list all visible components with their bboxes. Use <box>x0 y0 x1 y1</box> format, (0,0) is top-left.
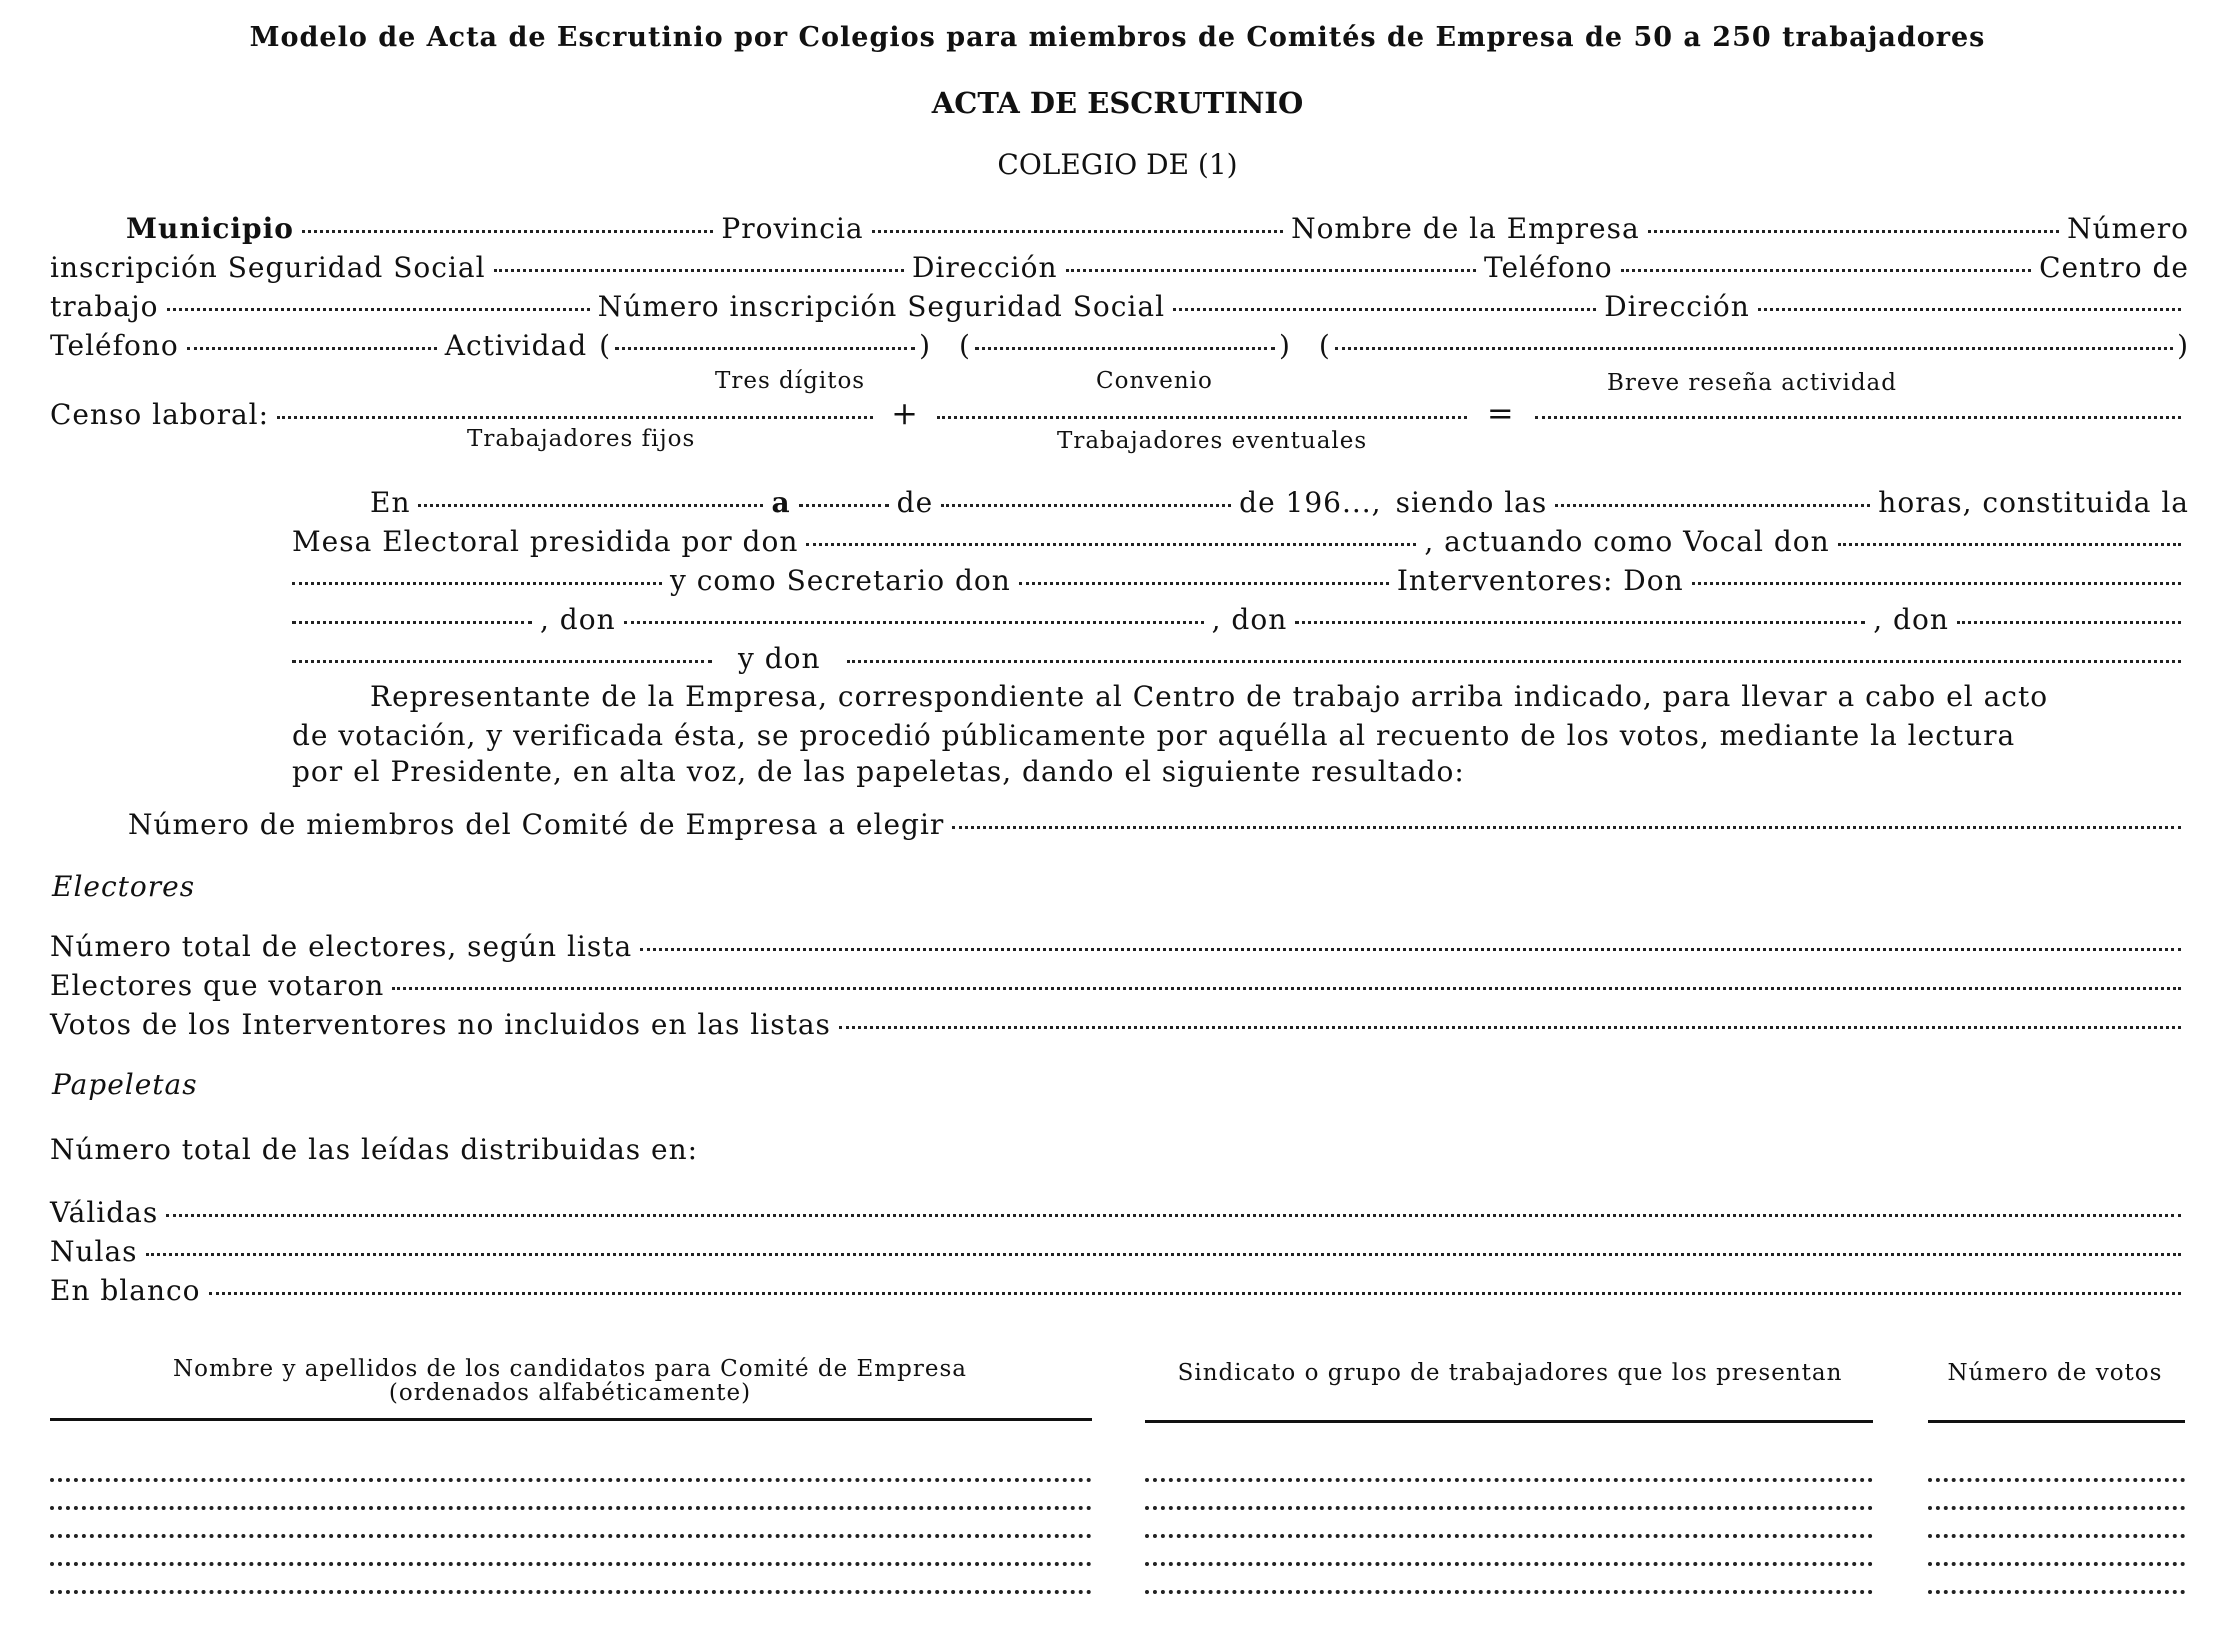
sindicato-field-row-4[interactable] <box>1145 1562 1873 1566</box>
votos-field-row-3[interactable] <box>1928 1534 2185 1538</box>
horas-label: horas, constituida la <box>1878 486 2189 519</box>
blanco-line <box>50 1274 2189 1307</box>
don-b-label: , don <box>1211 603 1288 636</box>
mes-field[interactable] <box>941 504 1231 507</box>
votos-field-row-4[interactable] <box>1928 1562 2185 1566</box>
provincia-field[interactable] <box>872 230 1283 233</box>
interventor-1-field-cont[interactable] <box>292 621 532 624</box>
electores-total-field[interactable] <box>640 948 2181 951</box>
numero-inscripcion-field[interactable] <box>1173 308 1596 311</box>
a-label: a <box>771 486 791 519</box>
header-line-2 <box>50 251 2189 284</box>
body-line-1 <box>370 486 2189 519</box>
miembros-line <box>128 808 2189 841</box>
validas-label: Válidas <box>50 1196 159 1229</box>
year-label: de 196..., <box>1239 486 1382 519</box>
telefono-label: Teléfono <box>1483 251 1613 284</box>
body-line-3 <box>292 564 2189 597</box>
sindicato-field-row-2[interactable] <box>1145 1506 1873 1510</box>
actividad-digitos-field[interactable] <box>615 347 915 350</box>
lugar-field[interactable] <box>418 504 763 507</box>
secretario-label: y como Secretario don <box>670 564 1011 597</box>
body-para-1: Representante de la Empresa, correspondiente al Centro de trabajo arriba indicado, para llevar a cabo el acto <box>370 680 2049 713</box>
actividad-label: Actividad <box>444 329 588 362</box>
electores-votaron-field[interactable] <box>392 987 2181 990</box>
resena-caption: Breve reseña actividad <box>1607 370 1897 396</box>
body-para-3: por el Presidente, en alta voz, de las papeletas, dando el siguiente resultado: <box>292 755 1465 788</box>
plus-sign: + <box>891 394 919 432</box>
total-censo-field[interactable] <box>1535 416 2181 419</box>
direccion-field[interactable] <box>1066 269 1476 272</box>
electores-heading: Electores <box>52 870 196 903</box>
col-candidatos-line2: (ordenados alfabéticamente) <box>388 1380 752 1406</box>
body-line-2 <box>292 525 2189 558</box>
dia-field[interactable] <box>799 504 889 507</box>
empresa-field[interactable] <box>1648 230 2059 233</box>
electores-total-label: Número total de electores, según lista <box>50 930 633 963</box>
censo-label: Censo laboral: <box>50 398 270 431</box>
en-label: En <box>370 486 411 519</box>
col-sindicato-header: Sindicato o grupo de trabajadores que los presentan <box>1177 1360 1843 1386</box>
papeletas-total: Número total de las leídas distribuidas en: <box>50 1133 699 1166</box>
eventuales-caption: Trabajadores eventuales <box>1057 428 1368 454</box>
fijos-field[interactable] <box>277 416 873 419</box>
body-line-5 <box>292 642 2189 675</box>
direccion-label: Dirección <box>911 251 1058 284</box>
de-label: de <box>896 486 934 519</box>
telefono2-field[interactable] <box>187 347 437 350</box>
body-para-2: de votación, y verificada ésta, se procedió públicamente por aquélla al recuento de los votos, mediante la lectura <box>292 719 2016 752</box>
censo-line <box>50 394 2189 432</box>
mesa-label: Mesa Electoral presidida por don <box>292 525 799 558</box>
col-sindicato-rule <box>1145 1420 1873 1423</box>
y-don-label: y don <box>738 642 821 675</box>
inscripcion-label: inscripción Seguridad Social <box>50 251 486 284</box>
nulas-field[interactable] <box>146 1253 2181 1256</box>
votos-field-row-5[interactable] <box>1928 1590 2185 1594</box>
papeletas-heading: Papeletas <box>52 1068 198 1101</box>
fijos-caption: Trabajadores fijos <box>467 426 696 452</box>
interventor-3-field[interactable] <box>1295 621 1865 624</box>
electores-total-line <box>50 930 2189 963</box>
tres-digitos-caption: Tres dígitos <box>715 368 866 394</box>
blanco-field[interactable] <box>209 1292 2181 1295</box>
electores-votaron-label: Electores que votaron <box>50 969 385 1002</box>
interventor-2-field[interactable] <box>624 621 1204 624</box>
candidato-field-row-2[interactable] <box>50 1506 1092 1510</box>
blanco-label: En blanco <box>50 1274 201 1307</box>
actividad-resena-field[interactable] <box>1335 347 2173 350</box>
candidato-field-row-4[interactable] <box>50 1562 1092 1566</box>
presidente-field[interactable] <box>806 543 1416 546</box>
empresa-label: Nombre de la Empresa <box>1291 212 1640 245</box>
interventores-label: Interventores: Don <box>1396 564 1684 597</box>
candidato-field-row-3[interactable] <box>50 1534 1092 1538</box>
body-line-4 <box>292 603 2189 636</box>
colegio-heading: COLEGIO DE (1) <box>997 148 1238 181</box>
don-c-label: , don <box>1873 603 1949 636</box>
electores-interventores-label: Votos de los Interventores no incluidos en las listas <box>50 1008 831 1041</box>
numero-label: Número <box>2067 212 2190 245</box>
candidato-field-row-1[interactable] <box>50 1478 1092 1482</box>
trabajo-label: trabajo <box>50 290 159 323</box>
direccion2-label: Dirección <box>1604 290 1750 323</box>
siendo-label: siendo las <box>1395 486 1548 519</box>
col-candidatos-line1: Nombre y apellidos de los candidatos para Comité de Empresa <box>173 1356 967 1382</box>
secretario-field[interactable] <box>1019 582 1389 585</box>
miembros-label: Número de miembros del Comité de Empresa a elegir <box>128 808 945 841</box>
candidato-field-row-5[interactable] <box>50 1590 1092 1594</box>
interventor-4-field-cont[interactable] <box>292 660 712 663</box>
equals-sign: = <box>1486 394 1515 432</box>
header-line-3 <box>50 290 2189 323</box>
validas-line <box>50 1196 2189 1229</box>
col-candidatos-header <box>50 1357 1090 1405</box>
electores-interventores-field[interactable] <box>839 1026 2181 1029</box>
form-title: Modelo de Acta de Escrutinio por Colegios para miembros de Comités de Empresa de 50 a 250 trabajadores <box>249 22 1986 53</box>
vocal-label: , actuando como Vocal don <box>1424 525 1830 558</box>
electores-votaron-line <box>50 969 2189 1002</box>
nulas-line <box>50 1235 2189 1268</box>
col-votos-rule <box>1928 1420 2185 1423</box>
sindicato-field-row-3[interactable] <box>1145 1534 1873 1538</box>
provincia-label: Provincia <box>721 212 864 245</box>
vocal-field[interactable] <box>1838 543 2181 546</box>
sindicato-field-row-1[interactable] <box>1145 1478 1873 1482</box>
col-votos-header: Número de votos <box>1947 1360 2163 1386</box>
telefono-field[interactable] <box>1621 269 2031 272</box>
trabajo-field[interactable] <box>167 308 590 311</box>
interventor-4-field[interactable] <box>1957 621 2181 624</box>
nulas-label: Nulas <box>50 1235 138 1268</box>
form-heading: ACTA DE ESCRUTINIO <box>931 86 1304 120</box>
numero-inscripcion-label: Número inscripción Seguridad Social <box>597 290 1166 323</box>
centro-label: Centro de <box>2039 251 2189 284</box>
inscripcion-field[interactable] <box>494 269 904 272</box>
sindicato-field-row-5[interactable] <box>1145 1590 1873 1594</box>
votos-field-row-2[interactable] <box>1928 1506 2185 1510</box>
telefono2-label: Teléfono <box>50 329 179 362</box>
municipio-label: Municipio <box>126 212 294 245</box>
municipio-field[interactable] <box>302 230 713 233</box>
votos-field-row-1[interactable] <box>1928 1478 2185 1482</box>
eventuales-field[interactable] <box>937 416 1467 419</box>
col-candidatos-rule <box>50 1418 1092 1421</box>
vocal-field-cont[interactable] <box>292 582 662 585</box>
header-line-4: Teléfono Actividad ( ) ( ) ( ) <box>50 329 2189 362</box>
direccion2-field[interactable] <box>1758 308 2181 311</box>
interventor-1-field[interactable] <box>1692 582 2181 585</box>
representante-field[interactable] <box>847 660 2181 663</box>
hora-field[interactable] <box>1555 504 1870 507</box>
convenio-caption: Convenio <box>1096 368 1213 394</box>
electores-interventores-line <box>50 1008 2189 1041</box>
miembros-field[interactable] <box>952 826 2181 829</box>
header-line-1 <box>126 212 2189 245</box>
don-a-label: , don <box>540 603 616 636</box>
actividad-convenio-field[interactable] <box>975 347 1275 350</box>
validas-field[interactable] <box>166 1214 2181 1217</box>
